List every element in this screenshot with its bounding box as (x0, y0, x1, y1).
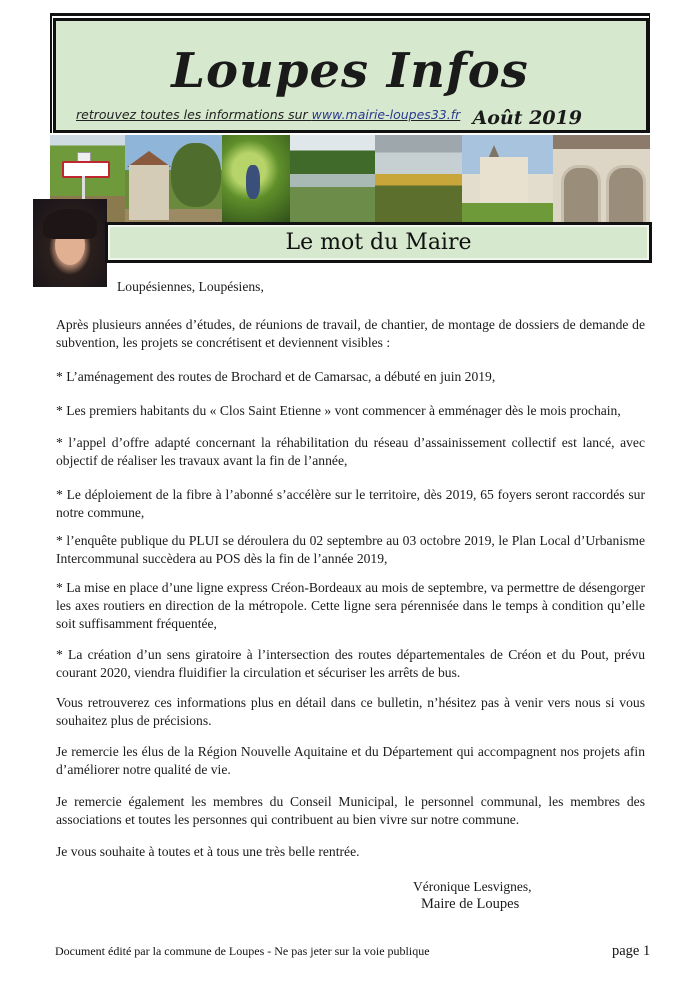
letter-paragraph: * l’appel d’offre adapté concernant la réhabilitation du réseau d’assainissement collectif est lancé, avec objectif de réaliser les travaux avant la fin de l’année, (56, 435, 645, 468)
letter-paragraph: * Le déploiement de la fibre à l’abonné s’accélère sur le territoire, dès 2019, 65 foyers seront raccordés sur notre commune, (56, 487, 645, 520)
photo-vineyard-grapes (222, 135, 290, 222)
letter-paragraph: * La création d’un sens giratoire à l’intersection des routes départementales de Créon et du Pout, prévu courant 2020, viendra fluidifier la circulation et sécuriser les arrêts de bus. (56, 647, 645, 680)
letter-paragraph: Je remercie les élus de la Région Nouvelle Aquitaine et du Département qui accompagnent nos projets afin d’améliorer notre qualité de vie. (56, 744, 645, 777)
masthead-tagline (76, 107, 460, 122)
photo-sunflower-field (375, 135, 462, 222)
mayor-portrait (33, 199, 107, 287)
grapes-shape (246, 165, 260, 199)
letter-paragraph: Je vous souhaite à toutes et à tous une très belle rentrée. (56, 844, 360, 859)
section-header (105, 222, 652, 263)
signature-title: Maire de Loupes (421, 896, 520, 912)
issue-date: Août 2019 (472, 107, 582, 129)
tagline-text: retrouvez toutes les informations sur (76, 107, 312, 122)
photo-village-church (462, 135, 553, 222)
letter-paragraph: * Les premiers habitants du « Clos Saint Etienne » vont commencer à emménager dès le mois prochain, (56, 403, 621, 418)
letter-paragraph: * L’aménagement des routes de Brochard et de Camarsac, a débuté en juin 2019, (56, 369, 496, 384)
newsletter-title: Loupes Infos (171, 43, 529, 99)
tower-shape (129, 165, 169, 220)
letter-paragraph: * l’enquête publique du PLUI se déroulera du 02 septembre au 03 octobre 2019, le Plan Local d’Urbanisme Intercommunal succèdera au POS dès la fin de l’année 2019, (56, 533, 645, 566)
section-title: Le mot du Maire (285, 230, 472, 255)
page-number: page 1 (612, 943, 651, 959)
arch-shape (606, 165, 646, 222)
photo-stone-arches (553, 135, 650, 222)
letter-paragraph: Après plusieurs années d’études, de réunions de travail, de chantier, de montage de dossiers de demande de subvention, les projets se concrétisent et deviennent visibles : (56, 317, 645, 350)
letter-paragraph: Vous retrouverez ces informations plus en détail dans ce bulletin, n’hésitez pas à venir vers nous si vous souhaitez plus de précisions. (56, 695, 645, 728)
tree-shape (171, 143, 221, 207)
letter-greeting: Loupésiennes, Loupésiens, (117, 279, 264, 294)
website-link[interactable]: www.mairie-loupes33.fr (311, 107, 461, 122)
road-sign-icon (62, 161, 110, 178)
footer-notice: Document édité par la commune de Loupes - Ne pas jeter sur la voie publique (55, 944, 430, 958)
arch-shape (561, 165, 601, 222)
portrait-hair (43, 209, 97, 239)
photo-strip (50, 135, 650, 222)
photo-pigeon-tower (125, 135, 222, 222)
photo-pond-flowers (290, 135, 375, 222)
signature-name: Véronique Lesvignes, (413, 879, 532, 894)
letter-paragraph: * La mise en place d’une ligne express Créon-Bordeaux au mois de septembre, va permettre de désengorger les axes routiers en direction de la métropole. Cette ligne sera pérennisée dans le temps à condition qu’elle soit suffisamment fréquentée, (56, 580, 645, 631)
church-shape (480, 157, 528, 202)
newsletter-masthead (50, 13, 650, 133)
letter-paragraph: Je remercie également les membres du Conseil Municipal, le personnel communal, les membres des associations et toutes les personnes qui contribuent au bien vivre sur notre commune. (56, 794, 645, 827)
